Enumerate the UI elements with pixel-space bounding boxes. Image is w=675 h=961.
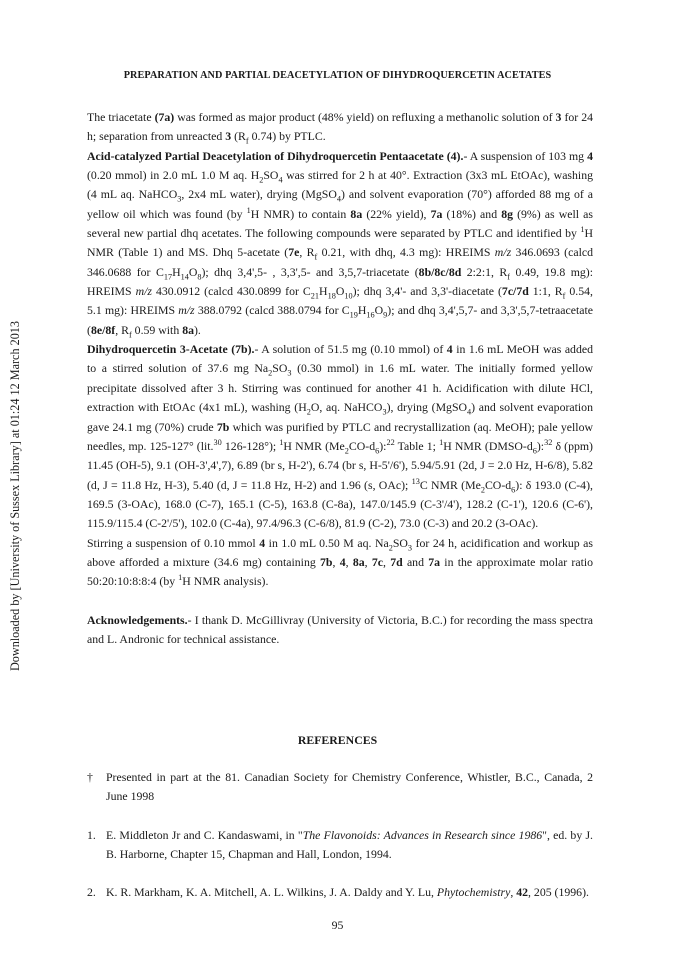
paragraph-sulfite-mixture: Stirring a suspension of 0.10 mmol 4 in 1.0 mL 0.50 M aq. $Na_2SO_3$ for 24 h, acidification and workup as above afforded a mixture (34.6 mg) containing 7b, 4, 8a, 7c, 7d and 7a in the approximate molar ratio 50:20:10:8:8:4 (by $^1$H NMR analysis). xyxy=(87,535,594,589)
reference-text: E. Middleton Jr and C. Kandaswami, in "The Flavonoids: Advances in Research since 1986", ed. by J. B. Harborne, Chapter 15, Chapman and Hall, London, 1994. xyxy=(106,827,593,862)
references-heading: REFERENCES xyxy=(297,733,378,747)
references-list xyxy=(87,768,593,922)
paragraph-dihydroquercetin-3-acetate: Dihydroquercetin 3-Acetate (7b).- A solution of 51.5 mg (0.10 mmol) of 4 in 1.6 mL MeOH was added to a stirred solution of 37.6 mg $Na_2SO_3$ (0.30 mmol) in 1.6 mL water. The initially formed yellow precipitate dissolved after 3 h. Stirring was continued for another 41 h. Acidification with dilute HCl, extraction with EtOAc (4x1 mL), washing ($H_2O$, aq. NaHCO$_3$), drying (MgSO$_4$) and solvent evaporation gave 24.1 mg (70%) crude 7b which was purified by PTLC and recrystallization (aq. MeOH); pale yellow needles, mp. 125-127° (lit.$^{30}$ 126-128°); $^1$H NMR $(Me_2CO-d_6):^{22}$ Table 1; $^1$H NMR $(DMSO-d_6):^{32}$ δ (ppm) 11.45 (OH-5), 9.1 (OH-3',4',7), 6.89 (br s, H-2'), 6.74 (br s, H-5'/6'), 5.94/5.91 (2d, J = 2.0 Hz, H-6/8), 5.82 (d, J = 11.8 Hz, H-3), 5.40 (d, J = 11.8 Hz, H-2) and 1.96 (s, OAc); $^{13}$C NMR $(Me_2CO-d_6)$: δ 193.0 (C-4), 169.5 (3-OAc), 168.0 (C-7), 165.1 (C-5), 163.8 (C-8a), 147.0/145.9 (C-3'/4'), 128.2 (C-1'), 120.6 (C-6'), 115.9/115.4 (C-2'/5'), 102.0 (C-4a), 97.4/96.3 (C-6/8), 81.9 (C-2), 73.0 (C-3) and 20.2 (3-OAc). xyxy=(87,342,593,531)
paragraph-acid-catalyzed-deacetylation: Acid-catalyzed Partial Deacetylation of Dihydroquercetin Pentaacetate (4).- A suspension of 103 mg 4 (0.20 mmol) in 2.0 mL 1.0 M aq. $H_2SO_4$ was stirred for 2 h at 40°. Extraction (3x3 mL EtOAc), washing (4 mL aq. NaHCO$_3$, 2x4 mL water), drying (MgSO$_4$) and solvent evaporation (70°) afforded 88 mg of a yellow oil which was found (by $^1$H NMR) to contain 8a (22% yield), 7a (18%) and 8g (9%) as well as several new partial dhq acetates. The following compounds were separated by PTLC and identified by $^1$H NMR (Table 1) and MS. Dhq 5-acetate (7e, $R_f$ 0.21, with dhq, 4.3 mg): HREIMS m/z 346.0693 (calcd 346.0688 for $C_{17}H_{14}O_8$); dhq 3,4',5- , 3,3',5- and 3,5,7-triacetate (8b/8c/8d 2:2:1, $R_f$ 0.49, 19.8 mg): HREIMS m/z 430.0912 (calcd 430.0899 for $C_{21}H_{18}O_{10}$); dhq 3,4'- and 3,3'-diacetate (7c/7d 1:1, $R_f$ 0.54, 5.1 mg): HREIMS m/z 388.0792 (calcd 388.0794 for $C_{19}H_{16}O_9$); and dhq 3,4',5,7- and 3,3',5,7-tetraacetate (8e/8f, $R_f$ 0.59 with 8a). xyxy=(87,148,594,340)
reference-text: Presented in part at the 81. Canadian Society for Chemistry Conference, Whistler, B.C., Canada, 2 June 1998 xyxy=(106,770,593,804)
reference-marker: † xyxy=(87,770,93,784)
paragraph-triacetate: The triacetate (7a) was formed as major product (48% yield) on refluxing a methanolic solution of 3 for 24 h; separation from unreacted 3 ($R_f$ 0.74) by PTLC. xyxy=(87,110,593,146)
reference-item xyxy=(87,883,593,902)
reference-item xyxy=(87,768,593,807)
reference-item xyxy=(87,826,593,865)
running-title: PREPARATION AND PARTIAL DEACETYLATION OF DIHYDROQUERCETIN ACETATES xyxy=(123,70,552,81)
download-note-text: Downloaded by [University of Sussex Library] at 01:24 12 March 2013 xyxy=(8,321,22,671)
page-number: 95 xyxy=(331,918,344,932)
paragraph-acknowledgements: Acknowledgements.- I thank D. McGillivray (University of Victoria, B.C.) for recording the mass spectra and L. Andronic for technical assistance. xyxy=(87,612,593,646)
reference-text: K. R. Markham, K. A. Mitchell, A. L. Wilkins, J. A. Daldy and Y. Lu, Phytochemistry, 42, 205 (1996). xyxy=(106,885,589,900)
reference-marker: 1. xyxy=(87,827,96,842)
body-text xyxy=(87,108,593,649)
download-watermark xyxy=(5,321,25,671)
reference-marker: 2. xyxy=(87,885,96,900)
